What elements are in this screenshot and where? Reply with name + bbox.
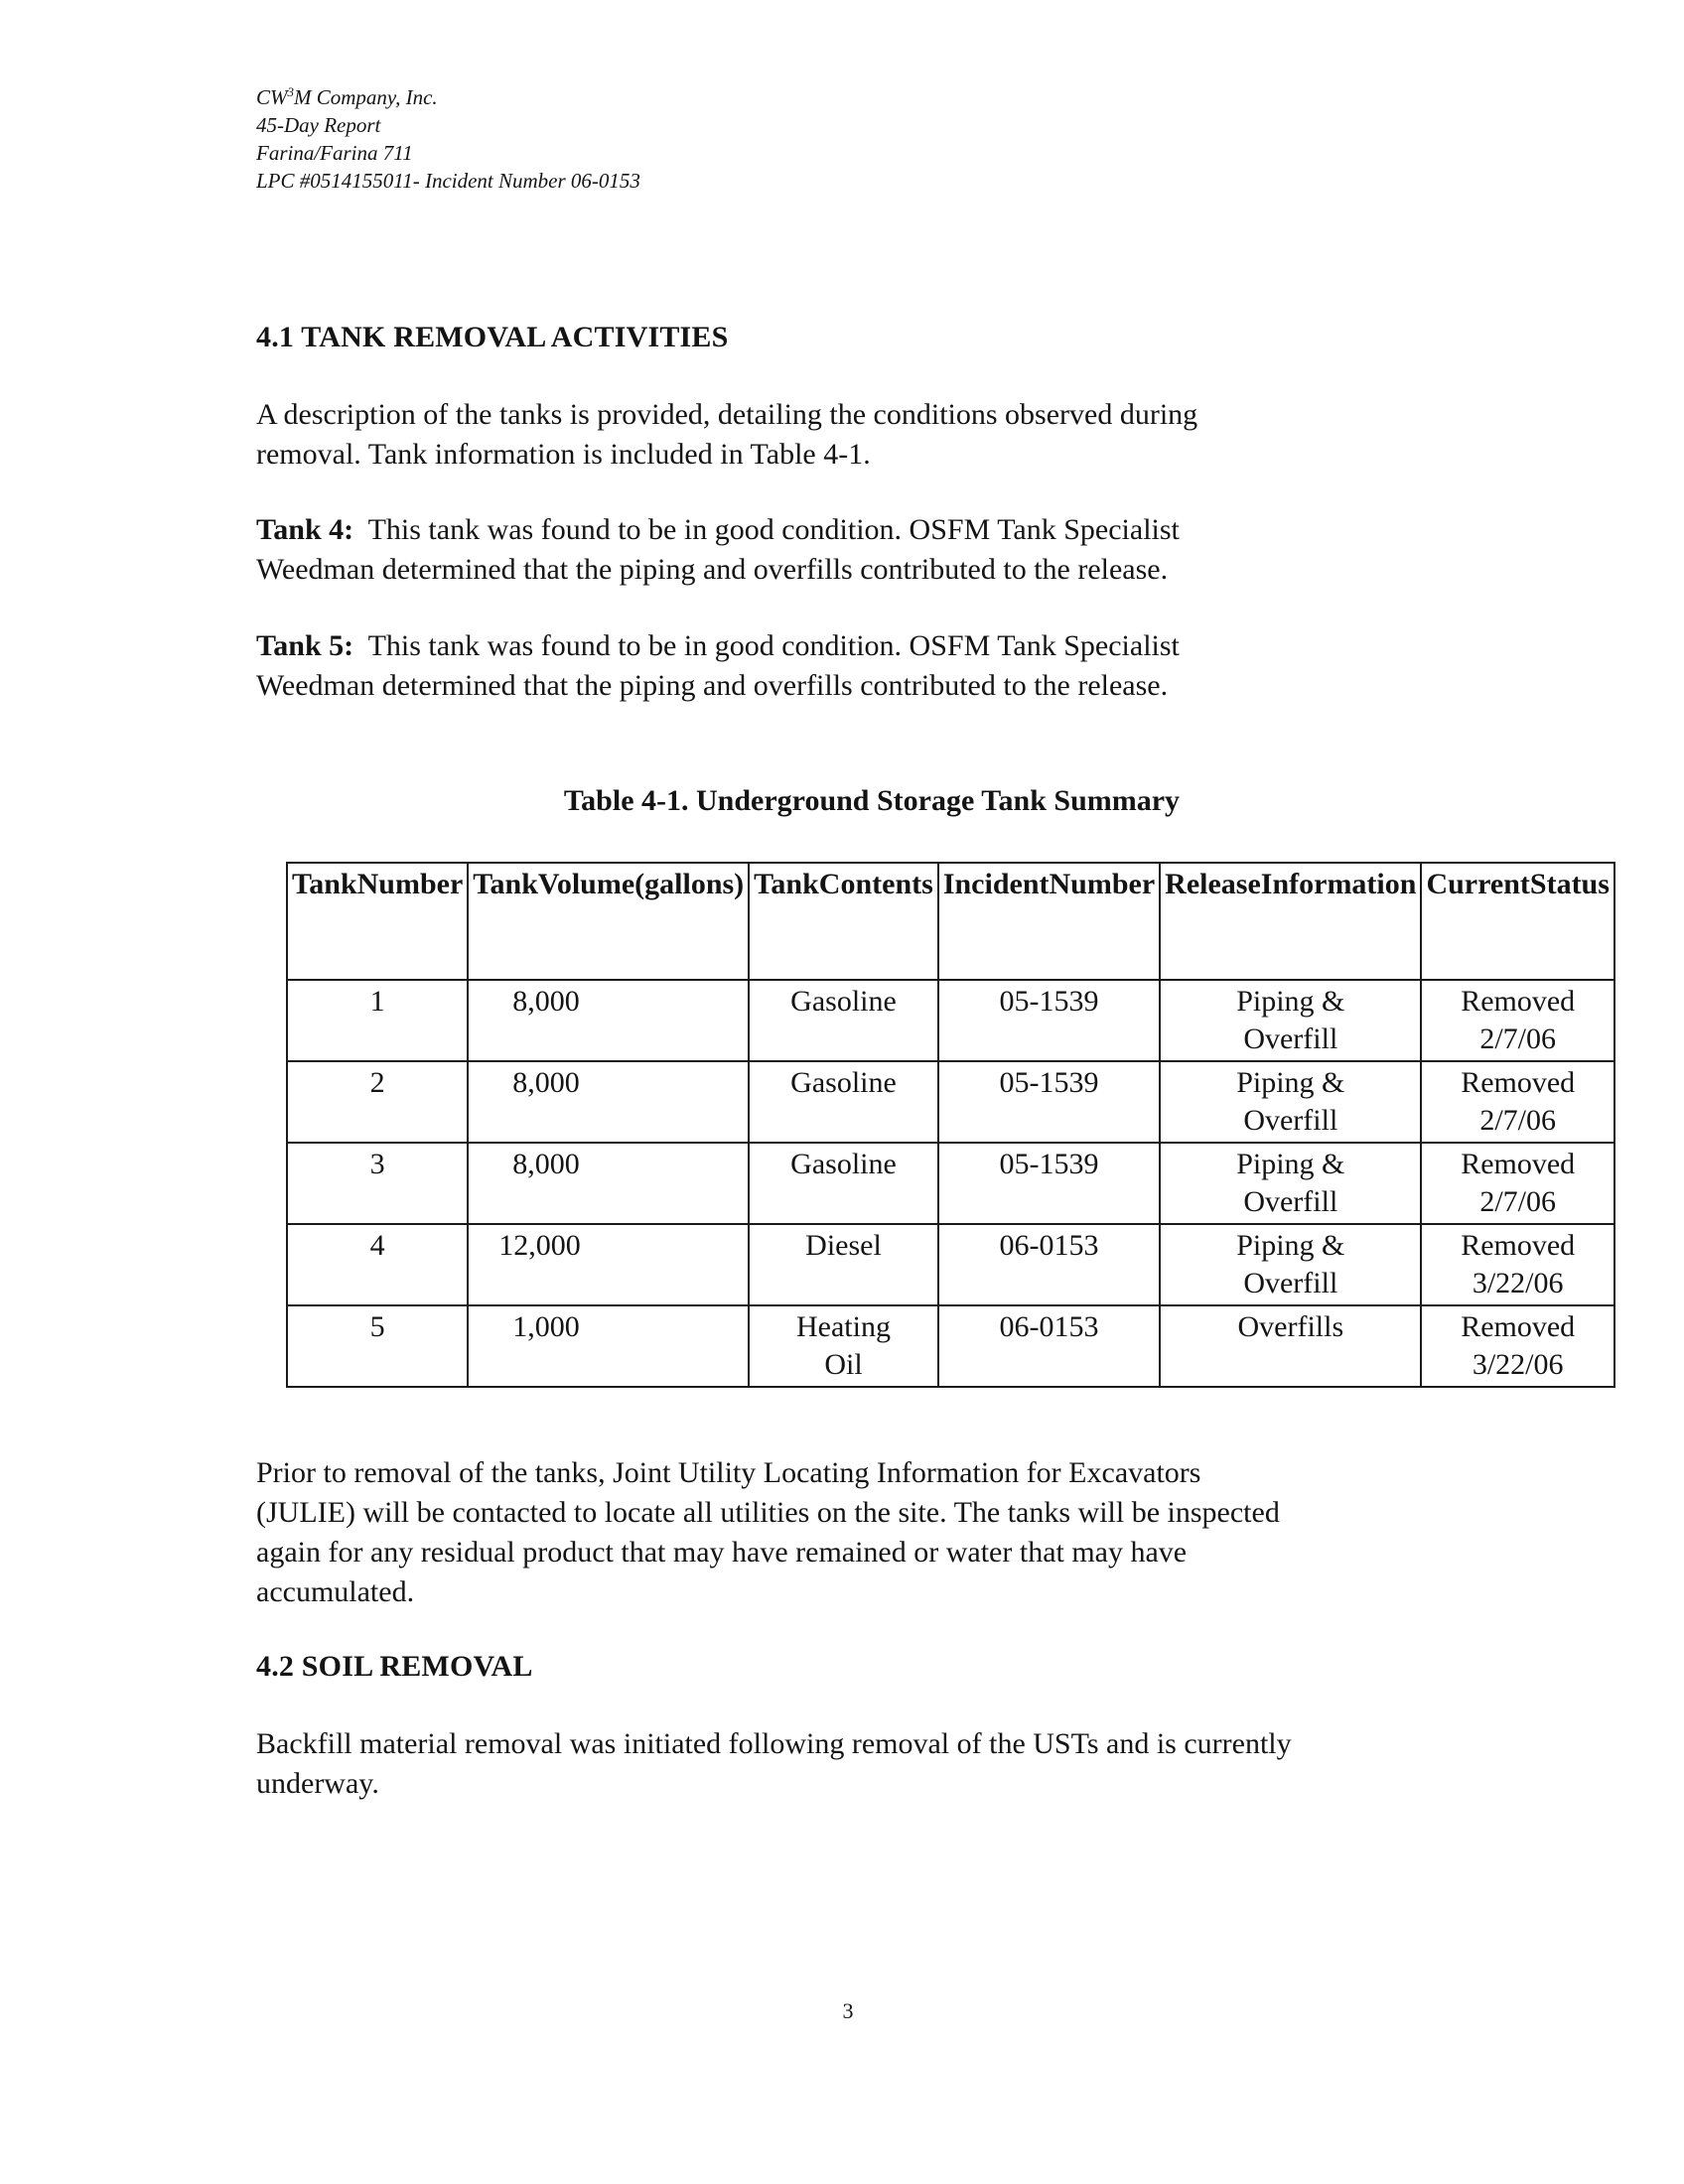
cell-incident: 05-1539	[938, 980, 1160, 1061]
cell-release: Piping & Overfill	[1160, 980, 1421, 1061]
header-incident-number: IncidentNumber	[938, 863, 1160, 980]
table-row	[287, 1305, 1614, 1387]
cell-tank-number: 2	[287, 1061, 468, 1143]
cell-status: Removed 3/22/06	[1421, 1224, 1614, 1305]
cell-volume: 8,000	[468, 1143, 749, 1224]
table-row	[287, 1224, 1614, 1305]
cell-tank-number: 3	[287, 1143, 468, 1224]
header-tank-volume: TankVolume(gallons)	[468, 863, 749, 980]
header-current-status: CurrentStatus	[1421, 863, 1614, 980]
section-heading-soil-removal: 4.2 SOIL REMOVAL	[256, 1650, 533, 1683]
cell-volume: 12,000	[468, 1224, 749, 1305]
header-release-information: ReleaseInformation	[1160, 863, 1421, 980]
table-caption: Table 4-1. Underground Storage Tank Summary	[563, 784, 1181, 817]
tank4-paragraph: Tank 4: This tank was found to be in good condition. OSFM Tank Specialist Weedman determined that the piping and overfills contributed to the release.	[256, 513, 1180, 586]
header-company: $CW^3M$ Company, Inc.	[256, 84, 438, 109]
ust-summary-table	[286, 862, 1615, 1388]
soil-removal-paragraph: Backfill material removal was initiated following removal of the USTs and is currently underway.	[256, 1727, 1292, 1800]
cell-tank-number: 5	[287, 1305, 468, 1387]
header-report: 45-Day Report	[256, 113, 381, 137]
header-tank-number: TankNumber	[287, 863, 468, 980]
julie-paragraph: Prior to removal of the tanks, Joint Utility Locating Information for Excavators (JULIE) will be contacted to locate all utilities on the site. The tanks will be inspected again for any residual product that may have remained or water that may have accumulated.	[256, 1456, 1280, 1608]
cell-release: Piping & Overfill	[1160, 1224, 1421, 1305]
tank4-label: Tank 4:	[256, 513, 354, 546]
cell-status: Removed 2/7/06	[1421, 980, 1614, 1061]
cell-volume: 1,000	[468, 1305, 749, 1387]
table-row	[287, 1143, 1614, 1224]
cell-tank-number: 1	[287, 980, 468, 1061]
header-lpc: LPC #0514155011- Incident Number 06-0153	[256, 169, 640, 193]
header-tank-contents: TankContents	[749, 863, 938, 980]
table-row	[287, 1061, 1614, 1143]
cell-volume: 8,000	[468, 1061, 749, 1143]
cell-contents: Heating Oil	[749, 1305, 938, 1387]
cell-status: Removed 2/7/06	[1421, 1061, 1614, 1143]
cell-incident: 05-1539	[938, 1143, 1160, 1224]
tank5-label: Tank 5:	[256, 629, 354, 662]
table-header-row	[287, 863, 1614, 980]
cell-contents: Gasoline	[749, 1143, 938, 1224]
page-number: 3	[842, 1998, 854, 2023]
cell-status: Removed 3/22/06	[1421, 1305, 1614, 1387]
cell-release: Piping & Overfill	[1160, 1061, 1421, 1143]
cell-volume: 8,000	[468, 980, 749, 1061]
cell-release: Piping & Overfill	[1160, 1143, 1421, 1224]
cell-contents: Gasoline	[749, 1061, 938, 1143]
header-site: Farina/Farina 711	[256, 141, 413, 165]
cell-contents: Diesel	[749, 1224, 938, 1305]
cell-status: Removed 2/7/06	[1421, 1143, 1614, 1224]
cell-tank-number: 4	[287, 1224, 468, 1305]
cell-incident: 06-0153	[938, 1305, 1160, 1387]
cell-release: Overfills	[1160, 1305, 1421, 1387]
cell-contents: Gasoline	[749, 980, 938, 1061]
cell-incident: 05-1539	[938, 1061, 1160, 1143]
cell-incident: 06-0153	[938, 1224, 1160, 1305]
tank5-paragraph: Tank 5: This tank was found to be in good condition. OSFM Tank Specialist Weedman determined that the piping and overfills contributed to the release.	[256, 629, 1180, 702]
intro-paragraph: A description of the tanks is provided, detailing the conditions observed during removal. Tank information is included in Table 4-1.	[256, 398, 1198, 471]
section-heading-tank-removal: 4.1 TANK REMOVAL ACTIVITIES	[256, 321, 729, 353]
document-header	[256, 83, 640, 195]
table-row	[287, 980, 1614, 1061]
